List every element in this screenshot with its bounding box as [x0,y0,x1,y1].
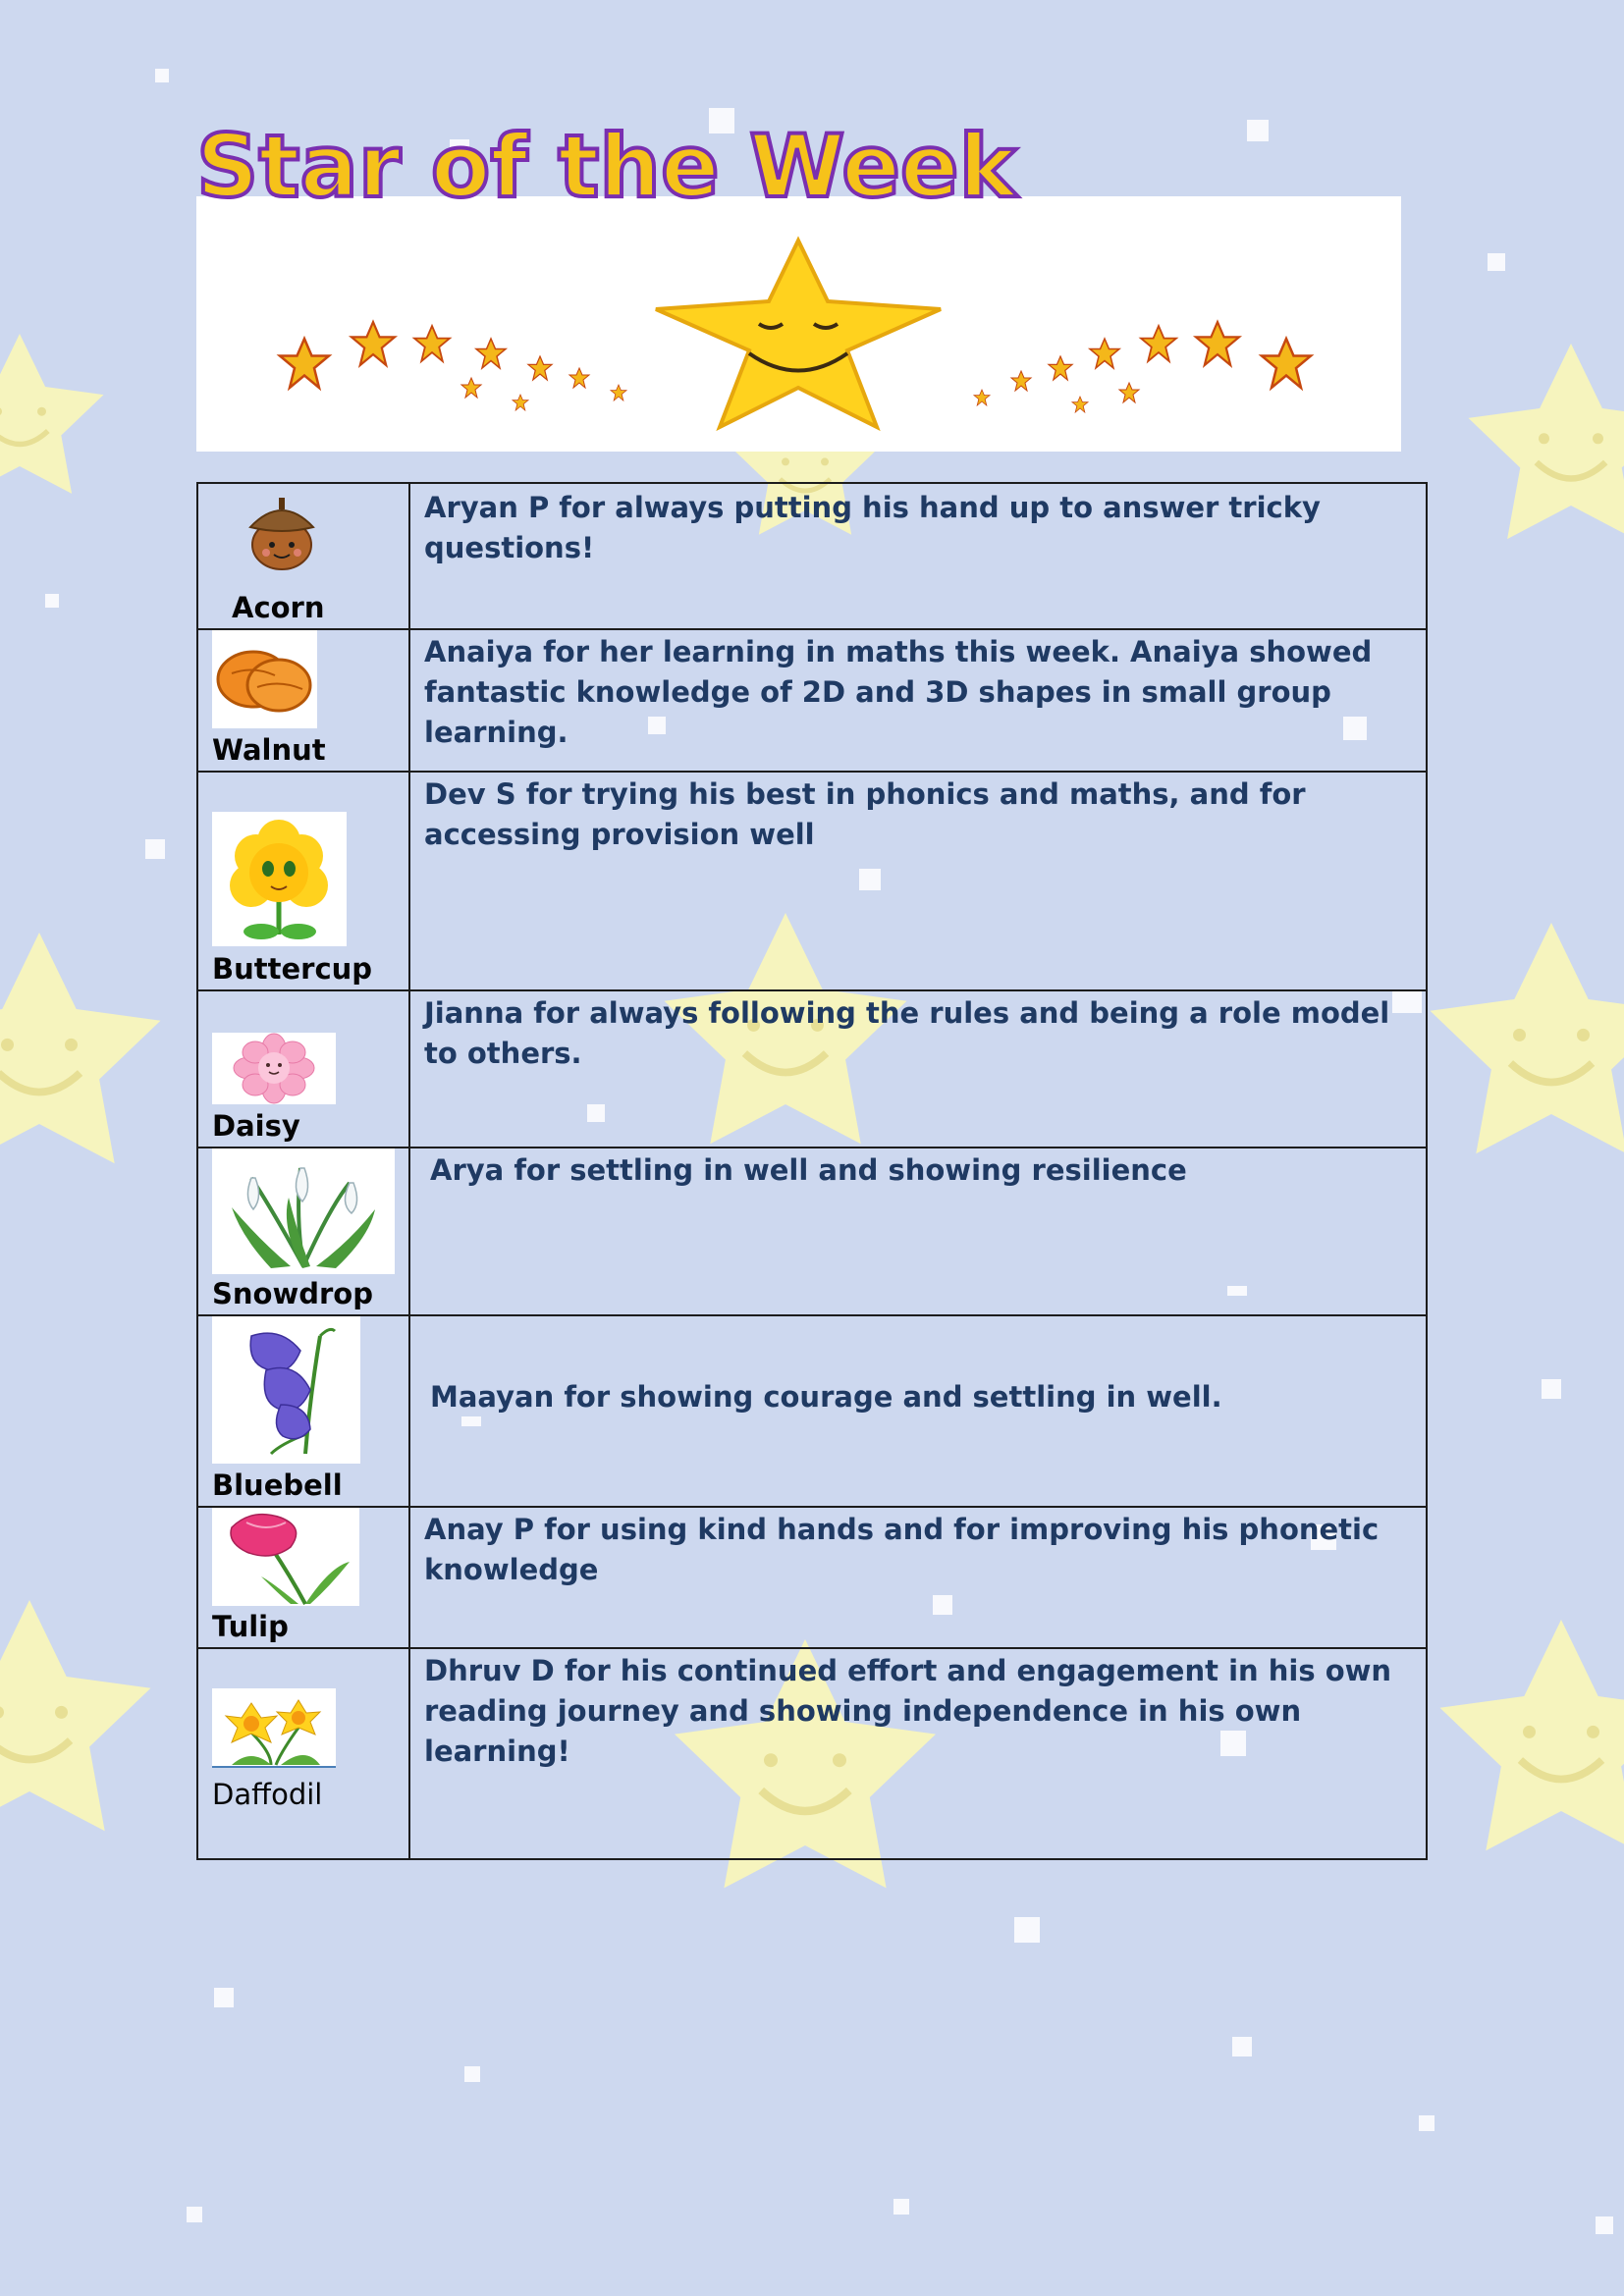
class-name: Daisy [212,1109,300,1143]
table-row [197,990,1427,1148]
background-star-icon [0,933,161,1163]
buttercup-icon [212,812,347,946]
class-name: Acorn [232,591,325,624]
star-message: Anaiya for her learning in maths this week. Anaiya showed fantastic knowledge of 2D and 3D shapes in small group learning. [424,635,1373,749]
background-star-icon [0,1600,151,1831]
table-row [197,483,1427,629]
class-name: Bluebell [212,1468,343,1502]
class-name: Tulip [212,1610,289,1643]
class-cell [197,629,409,772]
bluebell-icon [212,1316,360,1464]
message-cell [409,1648,1427,1859]
table-row [197,1148,1427,1315]
class-cell [197,772,409,990]
star-message: Arya for settling in well and showing resilience [430,1153,1187,1187]
message-cell [409,629,1427,772]
daffodil-icon [212,1688,336,1768]
message-cell [409,1507,1427,1648]
star-of-the-week-banner [196,116,1401,452]
background-star-icon [1431,923,1624,1153]
message-cell [409,772,1427,990]
class-cell [197,990,409,1148]
table-row [197,1315,1427,1507]
class-cell [197,1648,409,1859]
background-star-icon [1469,344,1624,539]
background-star-icon [1440,1620,1624,1850]
table-row [197,1648,1427,1859]
message-cell [409,1315,1427,1507]
daisy-icon [212,1033,336,1104]
banner-title: Star of the Week [196,116,1017,217]
tulip-icon [212,1508,359,1606]
class-cell [197,483,409,629]
class-cell [197,1148,409,1315]
class-cell [197,1315,409,1507]
class-name: Walnut [212,733,326,767]
class-cell [197,1507,409,1648]
smiling-star-icon [656,240,941,427]
star-message: Aryan P for always putting his hand up to answer tricky questions! [424,491,1321,564]
star-message: Anay P for using kind hands and for improving his phonetic knowledge [424,1513,1380,1586]
table-row [197,629,1427,772]
class-name: Buttercup [212,952,373,986]
acorn-icon [243,494,321,572]
star-message: Dhruv D for his continued effort and engagement in his own reading journey and showing independence in his own learning! [424,1654,1392,1768]
star-message: Dev S for trying his best in phonics and maths, and for accessing provision well [424,777,1306,851]
background-star-icon [0,334,104,494]
table-row [197,1507,1427,1648]
banner-artwork [196,116,1401,452]
snowdrop-icon [212,1148,395,1274]
star-of-the-week-table [196,482,1428,1860]
message-cell [409,990,1427,1148]
class-name: Snowdrop [212,1277,373,1310]
class-name: Daffodil [212,1778,323,1811]
table-row [197,772,1427,990]
star-message: Maayan for showing courage and settling in well. [430,1380,1222,1414]
star-message: Jianna for always following the rules and being a role model to others. [424,996,1390,1070]
walnut-icon [212,630,317,728]
message-cell [409,1148,1427,1315]
message-cell [409,483,1427,629]
